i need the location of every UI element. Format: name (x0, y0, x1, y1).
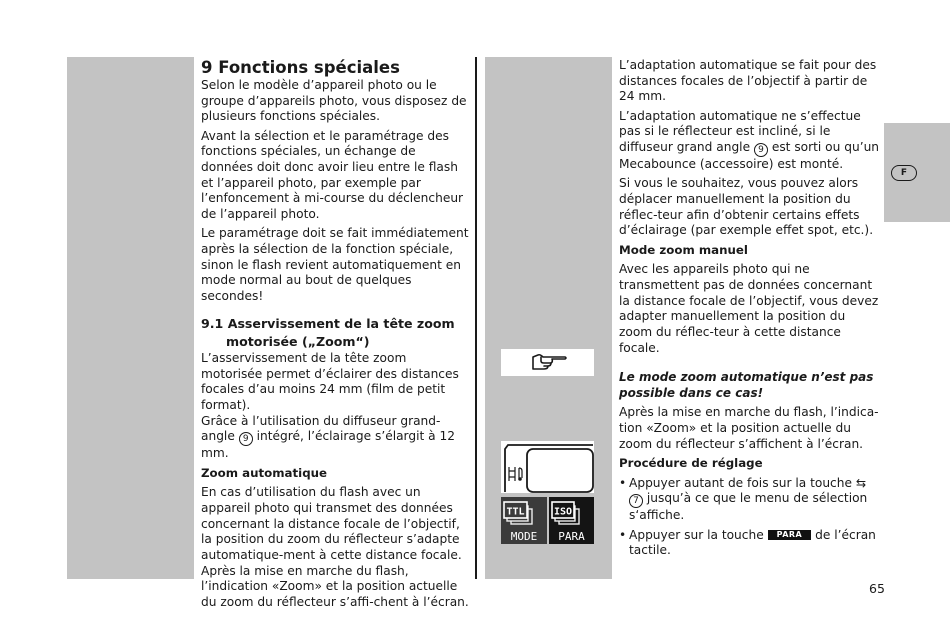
procedure-step-2-end: de l’écran tactile. (629, 527, 876, 558)
right-paragraph-1: L’adaptation automatique se fait pour des distances focales de l’objectif à partir de 24 mm. (619, 58, 877, 104)
section-paragraph-2-end: intégré, l’éclairage s’élargit à 12 mm. (201, 429, 455, 461)
ttl-mode-button-icon (501, 497, 547, 544)
procedure-heading: Procédure de réglage (619, 455, 763, 470)
intro-paragraph-3: Le paramétrage doit se fait immédiatement après la sélection de la fonction spéciale, sinon le flash revient automatiquement en mode normal au bout de quelques secondes! (201, 226, 469, 304)
procedure-step-2 (619, 528, 881, 559)
zoom-auto-heading: Zoom automatique (201, 465, 328, 480)
section-paragraph-2-start: Grâce à l’utilisation du diffuseur grand-angle (201, 413, 441, 444)
para-key-icon: PARA (768, 530, 812, 540)
manual-zoom-paragraph: Avec les appareils photo qui ne transmettent pas de données concernant la distance focale de l’objectif, vous devez adapter manuellement la position du zoom du réflec-teur à cette distance focale. (619, 262, 879, 355)
left-margin-band (67, 57, 194, 579)
manual-zoom-heading: Mode zoom manuel (619, 242, 748, 257)
iso-para-button-icon (549, 497, 594, 544)
section-heading (201, 315, 469, 351)
language-tab-label: F (891, 165, 917, 181)
intro-paragraph-2: Avant la sélection et le paramétrage des fonctions spéciales, un échange de données doit donc avoir lieu entre le flash et l’appareil photo, par exemple par l’enfoncement à mi-course du déclencheur de l’appareil photo. (201, 128, 464, 222)
ttl-mode-label: MODE (510, 530, 538, 543)
section-paragraph-1: L’asservissement de la tête zoom motorisée permet d’éclairer des distances focales d’au moins 24 mm (film de petit format). (201, 350, 459, 412)
iso-label: ISO (553, 506, 573, 518)
right-paragraph-2-end: est sorti ou qu’un Mecabounce (accessoire) est monté. (619, 140, 880, 172)
section-heading-line1: 9.1 Asservissement de la tête zoom (201, 315, 455, 331)
button-7-ref-icon: 7 (629, 494, 643, 508)
note-text: Le mode zoom automatique n’est pas possible dans ce cas! (619, 370, 874, 401)
bullet-mark: • (619, 475, 627, 490)
right-paragraph-2 (619, 109, 881, 173)
wide-angle-diffuser-ref-icon: 9 (239, 432, 253, 446)
zoom-auto-paragraph: En cas d’utilisation du flash avec un appareil photo qui transmet des données concernant la distance focale de l’objectif, la position du zoom du réflecteur s’adapte automatique-ment à cette distance focale. Après la mise en marche du flash, l’indication «Zoom» et la position actuelle du zoom du réflecteur s’affi-chent à l’écran. (201, 485, 469, 610)
left-column (201, 58, 469, 614)
intro-paragraph-1: Selon le modèle d’appareil photo ou le groupe d’appareils photo, vous disposez de plusieurs fonctions spéciales. (201, 78, 467, 124)
procedure-step-2-start: Appuyer sur la touche (629, 527, 764, 542)
procedure-step-1 (619, 476, 881, 524)
iso-para-label: PARA (558, 530, 585, 543)
mode-switch-icon: ⇆ (855, 475, 867, 490)
section-heading-line2: motorisée („Zoom“) (226, 333, 370, 349)
bullet-mark: • (619, 527, 627, 542)
display-screen-icon (501, 441, 594, 493)
right-paragraph-4: Après la mise en marche du flash, l’indica-tion «Zoom» et la position actuelle du zoom du réflecteur s’affichent à l’écran. (619, 405, 879, 451)
right-paragraph-2-start: L’adaptation automatique ne s’effectue pas si le réflecteur est incliné, si le diffuseur grand angle (619, 108, 861, 155)
right-column (619, 58, 881, 562)
chapter-title: 9 Fonctions spéciales (201, 58, 400, 77)
procedure-step-1-start: Appuyer autant de fois sur la touche (629, 475, 852, 490)
procedure-step-1-end: jusqu’à ce que le menu de sélection s‘affiche. (629, 491, 868, 523)
right-paragraph-3: Si vous le souhaitez, vous pouvez alors déplacer manuellement la position du réflec-teur afin d’obtenir certains effets d’éclairage (par exemple effet spot, etc.). (619, 176, 874, 238)
diffuser-ref-icon: 9 (754, 143, 768, 157)
ttl-label: TTL (506, 506, 525, 518)
page-number: 65 (869, 581, 885, 596)
column-divider (475, 57, 477, 579)
section-paragraph-2 (201, 414, 469, 462)
note-hand-icon (501, 349, 594, 376)
